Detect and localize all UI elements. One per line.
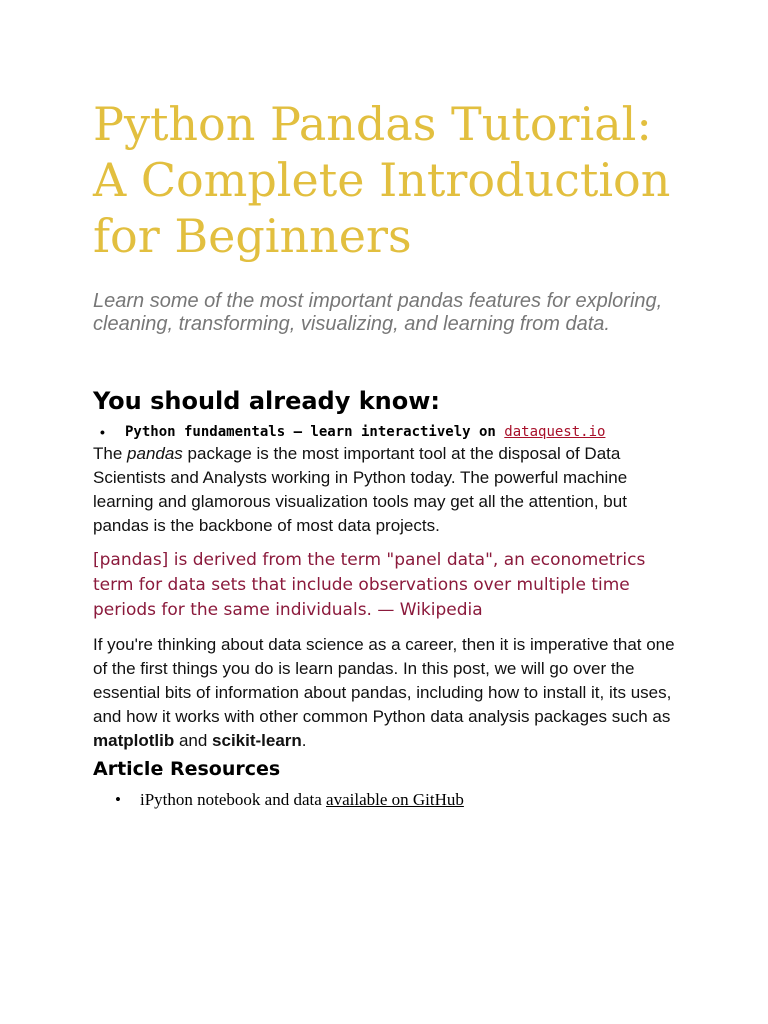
prereq-list bbox=[93, 422, 683, 442]
list-item bbox=[93, 422, 683, 442]
intro-paragraph bbox=[93, 442, 683, 538]
prereq-item-text: Python fundamentals – learn interactively on bbox=[125, 424, 505, 440]
article bbox=[93, 96, 683, 811]
prereq-heading: You should already know: bbox=[93, 387, 441, 415]
resources-list bbox=[93, 789, 683, 811]
scikit-learn-term: scikit-learn bbox=[212, 731, 302, 750]
resources-heading: Article Resources bbox=[93, 758, 281, 780]
career-end: . bbox=[301, 731, 307, 750]
page-subtitle: Learn some of the most important pandas features for exploring, cleaning, transforming, visualizing, and learning from data. bbox=[93, 290, 663, 335]
career-paragraph bbox=[93, 633, 683, 753]
intro-the: The bbox=[93, 444, 128, 463]
list-item bbox=[93, 789, 683, 811]
career-and: and bbox=[174, 731, 213, 750]
career-text: If you're thinking about data science as a career, then it is imperative that one of the first things you do is learn pandas. In this post, we will go over the essential bits of information about pandas, including how to install it, its uses, and how it works with other common Python data analysis packages such as bbox=[93, 635, 675, 726]
dataquest-link[interactable]: dataquest.io bbox=[504, 424, 606, 440]
github-link[interactable]: available on GitHub bbox=[326, 790, 464, 809]
intro-pandas-word: pandas bbox=[127, 444, 183, 463]
resource-item-text: iPython notebook and data bbox=[140, 790, 327, 809]
matplotlib-term: matplotlib bbox=[93, 731, 175, 750]
page-title: Python Pandas Tutorial: A Complete Introduction for Beginners bbox=[93, 97, 671, 263]
wikipedia-quote: [pandas] is derived from the term "panel data", an econometrics term for data sets that include observations over multiple time periods for the same individuals. — Wikipedia bbox=[93, 550, 646, 620]
intro-rest: package is the most important tool at the disposal of Data Scientists and Analysts working in Python today. The powerful machine learning and glamorous visualization tools may get all the attention, but pandas is the backbone of most data projects. bbox=[93, 444, 628, 535]
